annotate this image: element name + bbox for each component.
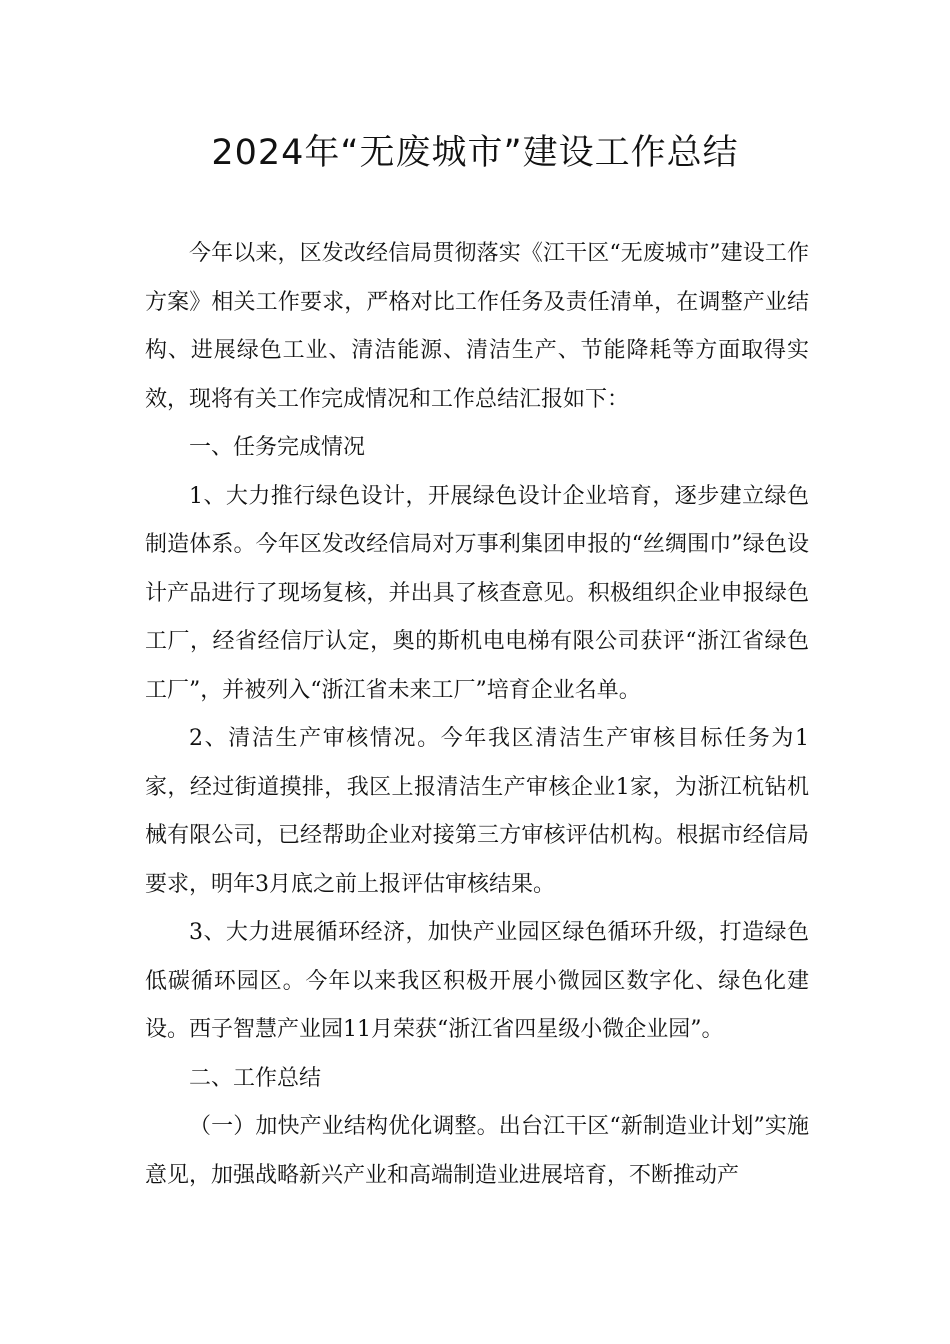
task-item-green-design: 1、大力推行绿色设计，开展绿色设计企业培育，逐步建立绿色制造体系。今年区发改经信局对万事利集团申报的“丝绸围巾”绿色设计产品进行了现场复核，并出具了核查意见。积极组织企业申报绿色工厂，经省经信厅认定，奥的斯机电电梯有限公司获评“浙江省绿色工厂”，并被列入“浙江省未来工厂”培育企业名单。 <box>145 483 809 703</box>
summary-item-industrial-structure: （一）加快产业结构优化调整。出台江干区“新制造业计划”实施意见，加强战略新兴产业和高端制造业进展培育，不断推动产 <box>145 1114 809 1188</box>
intro-paragraph: 今年以来，区发改经信局贯彻落实《江干区“无废城市”建设工作方案》相关工作要求，严格对比工作任务及责任清单，在调整产业结构、进展绿色工业、清洁能源、清洁生产、节能降耗等方面取得实效，现将有关工作完成情况和工作总结汇报如下： <box>145 241 809 412</box>
section-heading-work-summary: 二、工作总结 <box>189 1065 322 1091</box>
task-item-clean-production: 2、清洁生产审核情况。今年我区清洁生产审核目标任务为1家，经过街道摸排，我区上报清洁生产审核企业1家，为浙江杭钻机械有限公司，已经帮助企业对接第三方审核评估机构。根据市经信局要求，明年3月底之前上报评估审核结果。 <box>145 726 809 897</box>
section-heading-task-completion: 一、任务完成情况 <box>189 435 366 460</box>
document-title: 2024年“无废城市”建设工作总结 <box>211 133 739 173</box>
document-body <box>145 230 809 1200</box>
task-item-circular-economy: 3、大力进展循环经济，加快产业园区绿色循环升级，打造绿色低碳循环园区。今年以来我区积极开展小微园区数字化、绿色化建设。西子智慧产业园11月荣获“浙江省四星级小微企业园”。 <box>145 920 809 1042</box>
